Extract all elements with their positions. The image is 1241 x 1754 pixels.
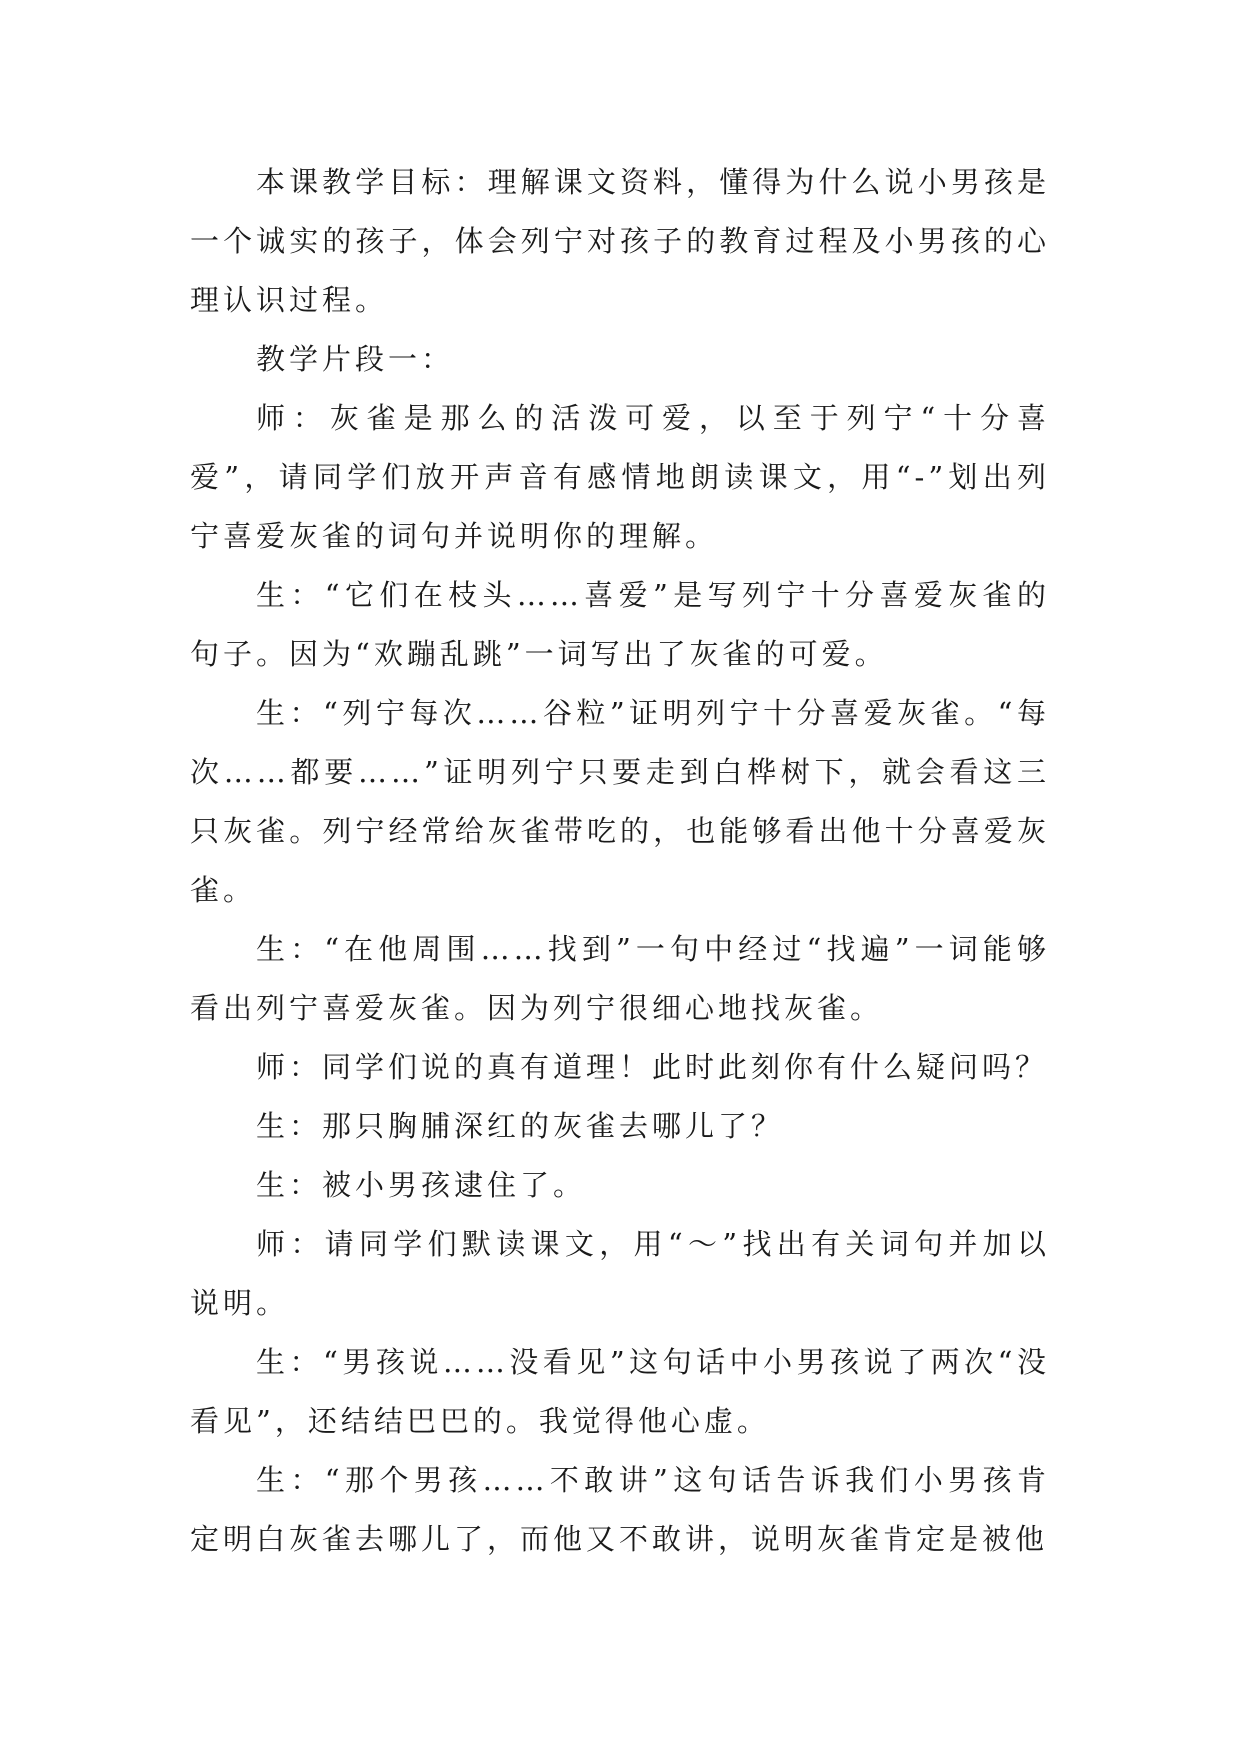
paragraph-student-7: 生：“那个男孩……不敢讲”这句话告诉我们小男孩肯定明白灰雀去哪儿了，而他又不敢讲，说明灰雀肯定是被他 [190,1463,1050,1556]
paragraph-student-6: 生：“男孩说……没看见”这句话中小男孩说了两次“没看见”，还结结巴巴的。我觉得他心虚。 [190,1345,1050,1438]
paragraph-teacher-1: 师：灰雀是那么的活泼可爱，以至于列宁“十分喜爱”，请同学们放开声音有感情地朗读课文，用“-”划出列宁喜爱灰雀的词句并说明你的理解。 [190,401,1050,553]
paragraph-teacher-2: 师：同学们说的真有道理！此时此刻你有什么疑问吗？ [256,1050,1049,1084]
paragraph-teacher-3: 师：请同学们默读课文，用“～”找出有关词句并加以说明。 [190,1227,1050,1320]
paragraph-student-5: 生：被小男孩逮住了。 [256,1168,587,1202]
paragraph-student-2: 生：“列宁每次……谷粒”证明列宁十分喜爱灰雀。“每次……都要……”证明列宁只要走到白桦树下，就会看这三只灰雀。列宁经常给灰雀带吃的，也能够看出他十分喜爱灰雀。 [190,696,1050,907]
paragraph-student-3: 生：“在他周围……找到”一句中经过“找遍”一词能够看出列宁喜爱灰雀。因为列宁很细心地找灰雀。 [190,932,1050,1025]
paragraph-teaching-goal: 本课教学目标：理解课文资料，懂得为什么说小男孩是一个诚实的孩子，体会列宁对孩子的教育过程及小男孩的心理认识过程。 [190,165,1050,317]
document-body [190,153,1050,1569]
paragraph-segment-heading: 教学片段一： [256,342,455,376]
paragraph-student-1: 生：“它们在枝头……喜爱”是写列宁十分喜爱灰雀的句子。因为“欢蹦乱跳”一词写出了灰雀的可爱。 [190,578,1050,671]
paragraph-student-4: 生：那只胸脯深红的灰雀去哪儿了？ [256,1109,785,1143]
